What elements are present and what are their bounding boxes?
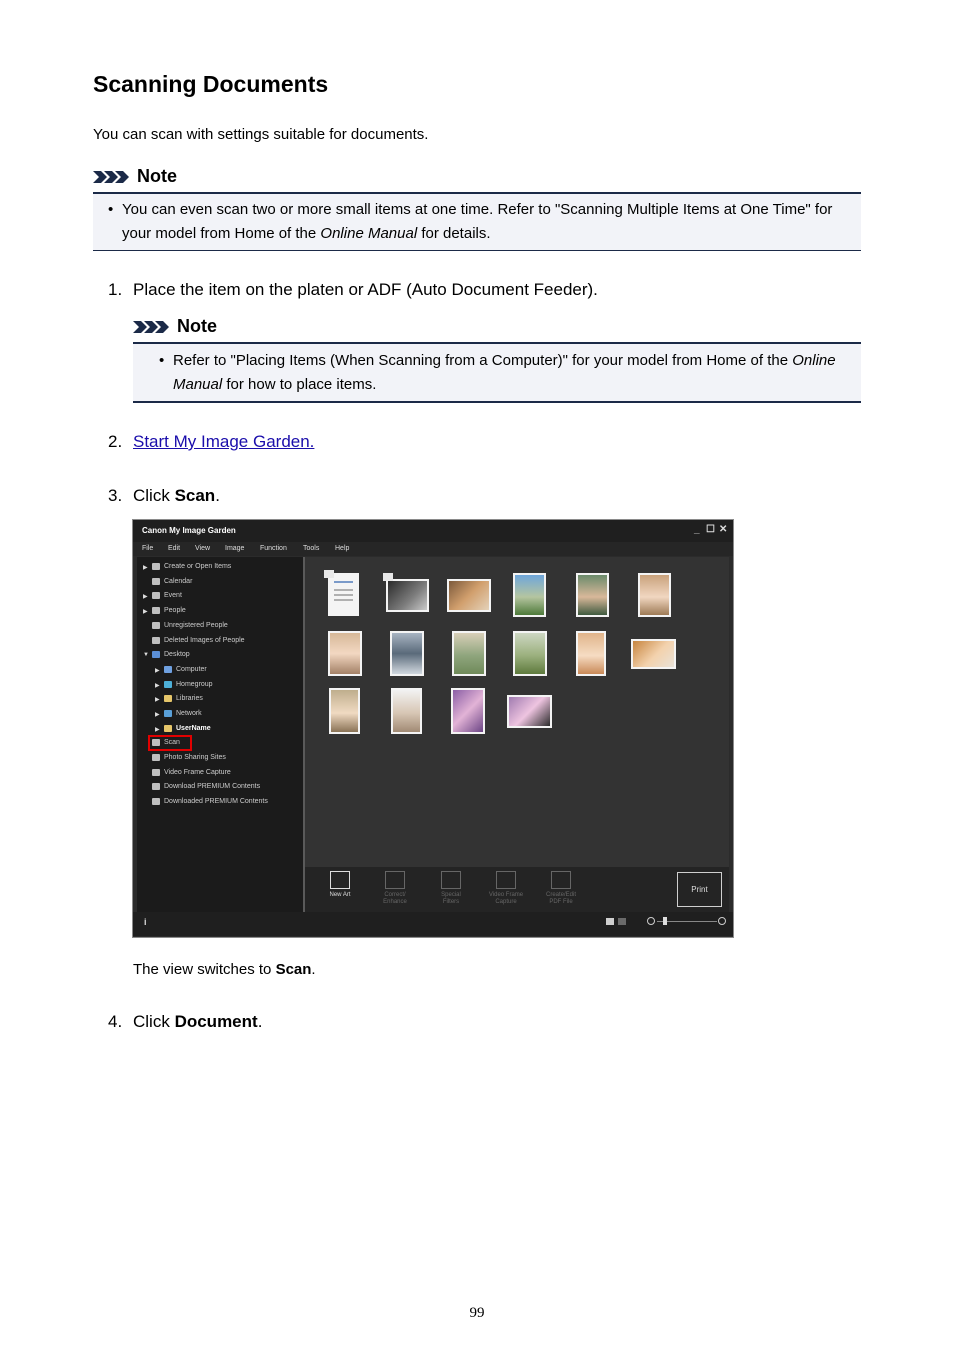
- thumbnail[interactable]: [513, 573, 546, 617]
- create-edit-pdf-button[interactable]: Create/Edit PDF File: [541, 871, 581, 906]
- tree-item-username[interactable]: UserName: [164, 725, 211, 732]
- thumbnail-grid: [305, 557, 729, 867]
- step-2: 2. Start My Image Garden.: [108, 432, 315, 451]
- tree-item-unregistered-people[interactable]: Unregistered People: [152, 622, 228, 629]
- app-window-screenshot: [132, 519, 734, 938]
- document-badge-icon: [324, 570, 334, 578]
- homegroup-icon: [164, 681, 172, 688]
- special-filters-icon: [441, 871, 461, 889]
- new-art-button[interactable]: New Art: [320, 871, 360, 899]
- menu-tools[interactable]: Tools: [303, 545, 320, 552]
- tree-item-create-or-open[interactable]: Create or Open Items: [152, 563, 231, 570]
- minimize-icon[interactable]: _: [694, 524, 700, 535]
- menu-edit[interactable]: Edit: [168, 545, 181, 552]
- zoom-in-icon[interactable]: [718, 917, 726, 925]
- step-3: 3. Click Scan.: [108, 486, 220, 505]
- video-frame-capture-button[interactable]: Video Frame Capture: [486, 871, 526, 906]
- pdf-icon: [551, 871, 571, 889]
- network-icon: [164, 710, 172, 717]
- tree-item-calendar[interactable]: Calendar: [152, 578, 192, 585]
- thumbnail[interactable]: [447, 579, 491, 612]
- tree-item-libraries[interactable]: Libraries: [164, 695, 203, 702]
- tree-item-event[interactable]: Event: [152, 592, 182, 599]
- person-icon: [152, 607, 160, 614]
- thumbnail[interactable]: [328, 573, 359, 616]
- page-title: Scanning Documents: [93, 71, 329, 97]
- tree-item-homegroup[interactable]: Homegroup: [164, 681, 213, 688]
- tree-item-video-frame-capture[interactable]: Video Frame Capture: [152, 769, 231, 776]
- thumbnail-view-icon[interactable]: [606, 918, 614, 925]
- caption-text: The view switches to Scan.: [133, 961, 316, 978]
- page-number: 99: [469, 1305, 485, 1321]
- thumbnail[interactable]: [452, 631, 486, 676]
- bullet: •: [159, 352, 165, 369]
- event-icon: [152, 592, 160, 599]
- thumbnail[interactable]: [638, 573, 671, 617]
- photo-sharing-icon: [152, 754, 160, 761]
- expand-arrow-icon[interactable]: ▶: [155, 697, 160, 703]
- tree-item-download-premium[interactable]: Download PREMIUM Contents: [152, 783, 260, 790]
- expand-arrow-icon[interactable]: ▶: [155, 668, 160, 674]
- app-sidebar-tree: [137, 557, 303, 912]
- special-filters-button[interactable]: Special Filters: [431, 871, 471, 906]
- menu-file[interactable]: File: [142, 545, 154, 552]
- app-statusbar: [133, 912, 733, 936]
- note-heading: [93, 166, 177, 187]
- thumbnail[interactable]: [391, 688, 422, 734]
- desktop-icon: [152, 651, 160, 658]
- start-my-image-garden-link[interactable]: Start My Image Garden.: [133, 432, 315, 451]
- note-label: Note: [177, 316, 217, 336]
- note-label: Note: [137, 166, 177, 186]
- tree-item-network[interactable]: Network: [164, 710, 202, 717]
- app-menubar: [133, 542, 733, 556]
- video-badge-icon: [383, 573, 393, 581]
- thumbnail[interactable]: [451, 688, 485, 734]
- expand-arrow-icon[interactable]: ▶: [143, 594, 148, 600]
- note-text: Refer to "Placing Items (When Scanning from a Computer)" for your model from Home of the Online Manual for how to place items.: [173, 352, 836, 393]
- step-1: 1. Place the item on the platen or ADF (Auto Document Feeder).: [108, 280, 598, 299]
- scan-highlight-box: [148, 735, 192, 751]
- thumbnail[interactable]: [576, 631, 606, 676]
- menu-function[interactable]: Function: [260, 545, 287, 552]
- thumbnail[interactable]: [328, 631, 362, 676]
- app-title: Canon My Image Garden: [142, 526, 236, 535]
- note-arrows-icon: [93, 169, 131, 185]
- correct-enhance-icon: [385, 871, 405, 889]
- folder-icon: [164, 695, 172, 702]
- expand-arrow-icon[interactable]: ▶: [155, 712, 160, 718]
- collapse-arrow-icon[interactable]: ▼: [143, 652, 149, 658]
- new-art-icon: [330, 871, 350, 889]
- expand-arrow-icon[interactable]: ▶: [143, 609, 148, 615]
- thumbnail[interactable]: [576, 573, 609, 617]
- tree-item-downloaded-premium[interactable]: Downloaded PREMIUM Contents: [152, 798, 268, 805]
- menu-view[interactable]: View: [195, 545, 211, 552]
- note-heading: [133, 316, 217, 337]
- video-frame-icon: [496, 871, 516, 889]
- step-4: 4. Click Document.: [108, 1012, 263, 1031]
- intro-text: You can scan with settings suitable for documents.: [93, 126, 429, 143]
- note-box: [133, 342, 861, 403]
- app-toolbar: [305, 867, 729, 912]
- correct-enhance-button[interactable]: Correct/ Enhance: [375, 871, 415, 906]
- close-icon[interactable]: ✕: [719, 524, 728, 535]
- download-icon: [152, 783, 160, 790]
- details-view-icon[interactable]: [618, 918, 626, 925]
- film-icon: [152, 769, 160, 776]
- print-button[interactable]: Print: [677, 872, 722, 907]
- tree-item-computer[interactable]: Computer: [164, 666, 207, 673]
- note-box: [93, 192, 861, 251]
- zoom-slider-handle[interactable]: [663, 917, 667, 925]
- maximize-icon[interactable]: ☐: [706, 524, 715, 535]
- expand-arrow-icon[interactable]: ▶: [155, 727, 160, 733]
- zoom-out-icon[interactable]: [647, 917, 655, 925]
- person-question-icon: [152, 622, 160, 629]
- app-titlebar: [133, 520, 733, 542]
- folder-icon: [152, 798, 160, 805]
- thumbnail[interactable]: [329, 688, 360, 734]
- menu-image[interactable]: Image: [225, 545, 245, 552]
- pencil-icon: [152, 563, 160, 570]
- folder-icon: [164, 725, 172, 732]
- thumbnail[interactable]: [390, 631, 424, 676]
- thumbnail[interactable]: [513, 631, 547, 676]
- tree-item-photo-sharing[interactable]: Photo Sharing Sites: [152, 754, 226, 761]
- expand-arrow-icon[interactable]: ▶: [143, 565, 148, 571]
- calendar-icon: [152, 578, 160, 585]
- computer-icon: [164, 666, 172, 673]
- note-arrows-icon: [133, 319, 171, 335]
- tree-item-scan[interactable]: Scan: [152, 739, 180, 746]
- pane-splitter[interactable]: [303, 557, 305, 912]
- person-outline-icon: [152, 637, 160, 644]
- thumbnail[interactable]: [386, 579, 429, 612]
- tree-item-people[interactable]: People: [152, 607, 186, 614]
- tree-item-deleted-images[interactable]: Deleted Images of People: [152, 637, 245, 644]
- info-icon[interactable]: i: [144, 917, 147, 927]
- bullet: •: [108, 201, 114, 218]
- note-text: You can even scan two or more small items at one time. Refer to "Scanning Multiple Items at One Time" for your model from Home of the Online Manual for details.: [122, 201, 833, 242]
- expand-arrow-icon[interactable]: ▶: [155, 683, 160, 689]
- thumbnail[interactable]: [507, 695, 552, 728]
- tree-item-desktop[interactable]: Desktop: [152, 651, 190, 658]
- menu-help[interactable]: Help: [335, 545, 350, 552]
- thumbnail[interactable]: [631, 639, 676, 669]
